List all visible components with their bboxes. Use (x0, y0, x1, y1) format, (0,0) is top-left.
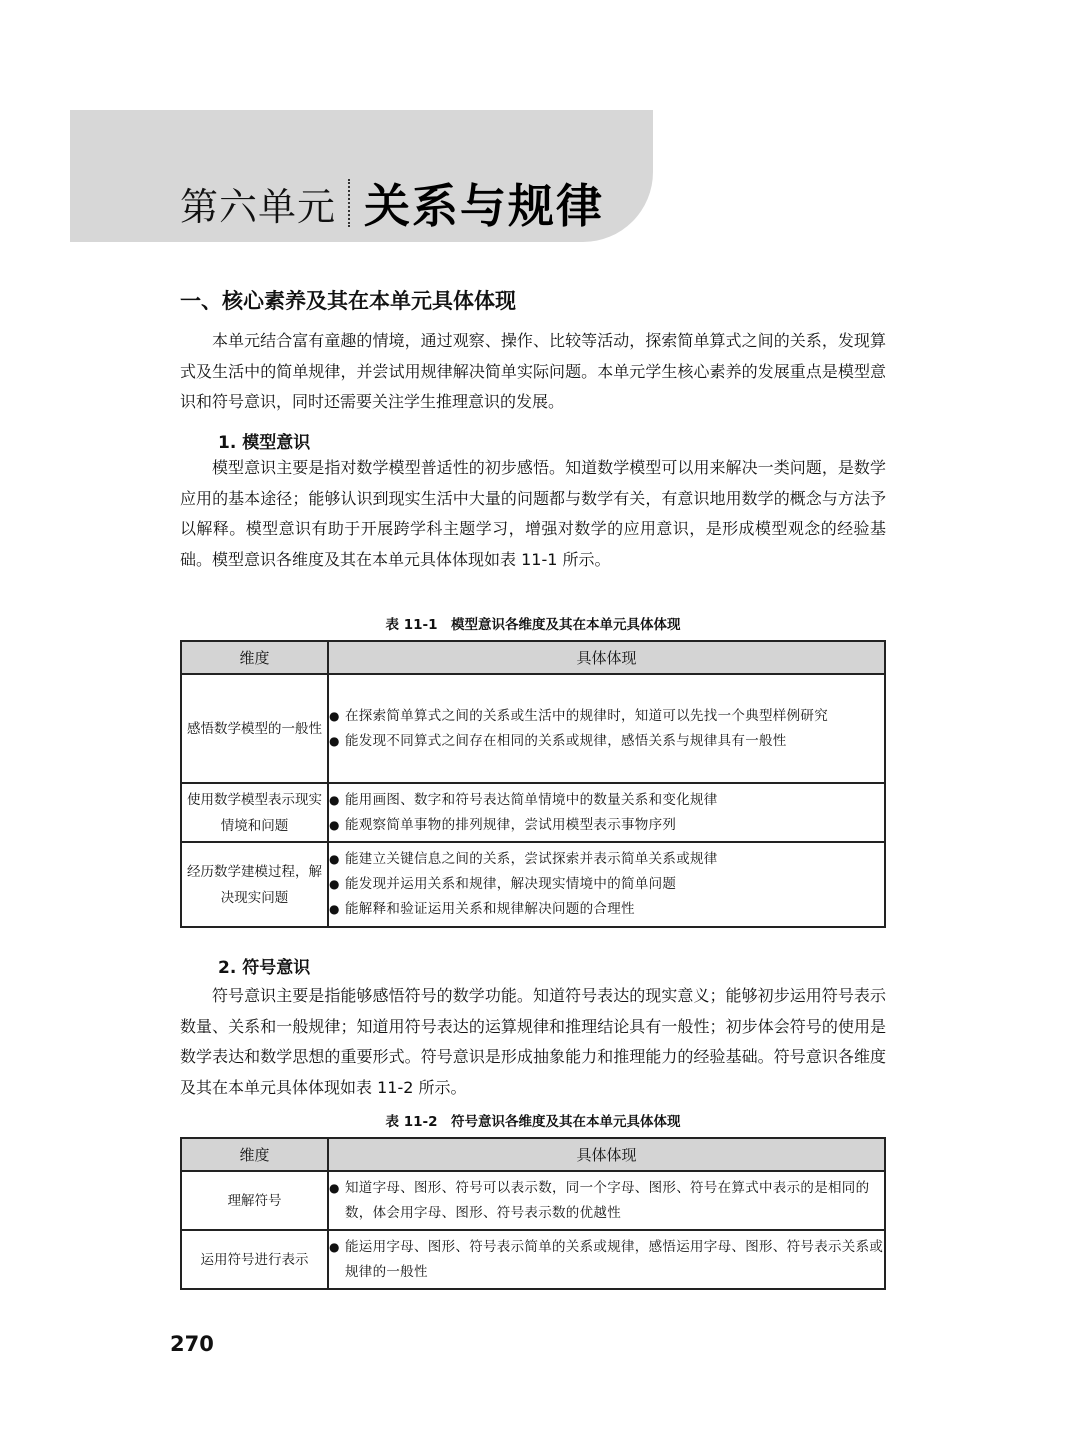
bullet-icon: ● (329, 852, 340, 866)
detail-cell (328, 783, 885, 842)
column-header-dimension: 维度 (181, 641, 328, 674)
table2-caption: 表 11-2 符号意识各维度及其在本单元具体体现 (385, 1114, 681, 1130)
list-item-text: 能运用字母、图形、符号表示简单的关系或规律，感悟运用字母、图形、符号表示关系或规律的一般性 (345, 1238, 884, 1280)
table-row (181, 1230, 885, 1289)
symbol-paragraph: 符号意识主要是指能够感悟符号的数学功能。知道符号表达的现实意义；能够初步运用符号表示数量、关系和一般规律；知道用符号表达的运算规律和推理结论具有一般性；初步体会符号的使用是数学表达和数学思想的重要形式。符号意识是形成抽象能力和推理能力的经验基础。符号意识各维度及其在本单元具体体现如表 11-2 所示。 (180, 986, 886, 1097)
bullet-icon: ● (329, 902, 340, 916)
list-item-text: 在探索简单算式之间的关系或生活中的规律时，知道可以先找一个典型样例研究 (345, 707, 828, 724)
table-header-row (181, 1138, 885, 1171)
bullet-icon: ● (329, 708, 340, 723)
bullet-icon: ● (329, 733, 340, 748)
unit-title: 关系与规律 (364, 179, 605, 233)
dimension-cell: 经历数学建模过程，解决现实问题 (181, 842, 328, 927)
list-item-text: 能发现不同算式之间存在相同的关系或规律，感悟关系与规律具有一般性 (345, 732, 787, 749)
list-item (329, 1235, 884, 1285)
list-item-text: 能观察简单事物的排列规律，尝试用模型表示事物序列 (345, 816, 677, 833)
table-header-row (181, 641, 885, 674)
table1-caption: 表 11-1 模型意识各维度及其在本单元具体体现 (385, 617, 681, 633)
symbol-table (180, 1137, 886, 1290)
bullet-icon: ● (329, 817, 340, 832)
table-row (181, 674, 885, 783)
section-heading: 一、核心素养及其在本单元具体体现 (180, 289, 516, 313)
detail-cell (328, 1230, 885, 1289)
list-item (329, 1176, 884, 1226)
list-item-text: 能发现并运用关系和规律，解决现实情境中的简单问题 (345, 876, 677, 892)
detail-cell (328, 674, 885, 783)
model-table (180, 640, 886, 928)
column-header-dimension: 维度 (181, 1138, 328, 1171)
model-paragraph: 模型意识主要是指对数学模型普适性的初步感悟。知道数学模型可以用来解决一类问题，是数学应用的基本途径；能够认识到现实生活中大量的问题都与数学有关，有意识地用数学的概念与方法予以解释。模型意识有助于开展跨学科主题学习，增强对数学的应用意识，是形成模型观念的经验基础。模型意识各维度及其在本单元具体体现如表 11-1 所示。 (180, 458, 886, 569)
unit-label: 第六单元 (180, 184, 337, 229)
detail-cell (328, 842, 885, 927)
list-item-text: 能建立关键信息之间的关系，尝试探索并表示简单关系或规律 (345, 851, 718, 867)
list-item-text: 知道字母、图形、符号可以表示数，同一个字母、图形、符号在算式中表示的是相同的数，体会用字母、图形、符号表示数的优越性 (345, 1179, 870, 1221)
list-item (329, 872, 884, 897)
list-item-text: 能解释和验证运用关系和规律解决问题的合理性 (345, 901, 635, 917)
detail-cell (328, 1171, 885, 1230)
list-item-text: 能用画图、数字和符号表达简单情境中的数量关系和变化规律 (345, 791, 718, 808)
list-item (329, 729, 884, 754)
page-number: 270 (170, 1332, 214, 1356)
dimension-cell: 感悟数学模型的一般性 (181, 674, 328, 783)
list-item (329, 847, 884, 872)
dimension-cell: 使用数学模型表示现实情境和问题 (181, 783, 328, 842)
table-row (181, 783, 885, 842)
table-row (181, 1171, 885, 1230)
banner-divider (348, 179, 350, 227)
bullet-icon: ● (329, 1239, 340, 1254)
list-item (329, 788, 884, 813)
symbol-heading: 2. 符号意识 (218, 958, 311, 978)
list-item (329, 897, 884, 922)
list-item (329, 704, 884, 729)
bullet-icon: ● (329, 1180, 340, 1195)
intro-paragraph: 本单元结合富有童趣的情境，通过观察、操作、比较等活动，探索简单算式之间的关系，发现算式及生活中的简单规律，并尝试用规律解决简单实际问题。本单元学生核心素养的发展重点是模型意识和符号意识，同时还需要关注学生推理意识的发展。 (180, 331, 886, 411)
model-heading: 1. 模型意识 (218, 433, 311, 453)
dimension-cell: 运用符号进行表示 (181, 1230, 328, 1289)
column-header-detail: 具体体现 (328, 1138, 885, 1171)
dimension-cell: 理解符号 (181, 1171, 328, 1230)
unit-banner-title (180, 172, 604, 234)
bullet-icon: ● (329, 877, 340, 891)
table-row (181, 842, 885, 927)
bullet-icon: ● (329, 792, 340, 807)
column-header-detail: 具体体现 (328, 641, 885, 674)
list-item (329, 813, 884, 838)
